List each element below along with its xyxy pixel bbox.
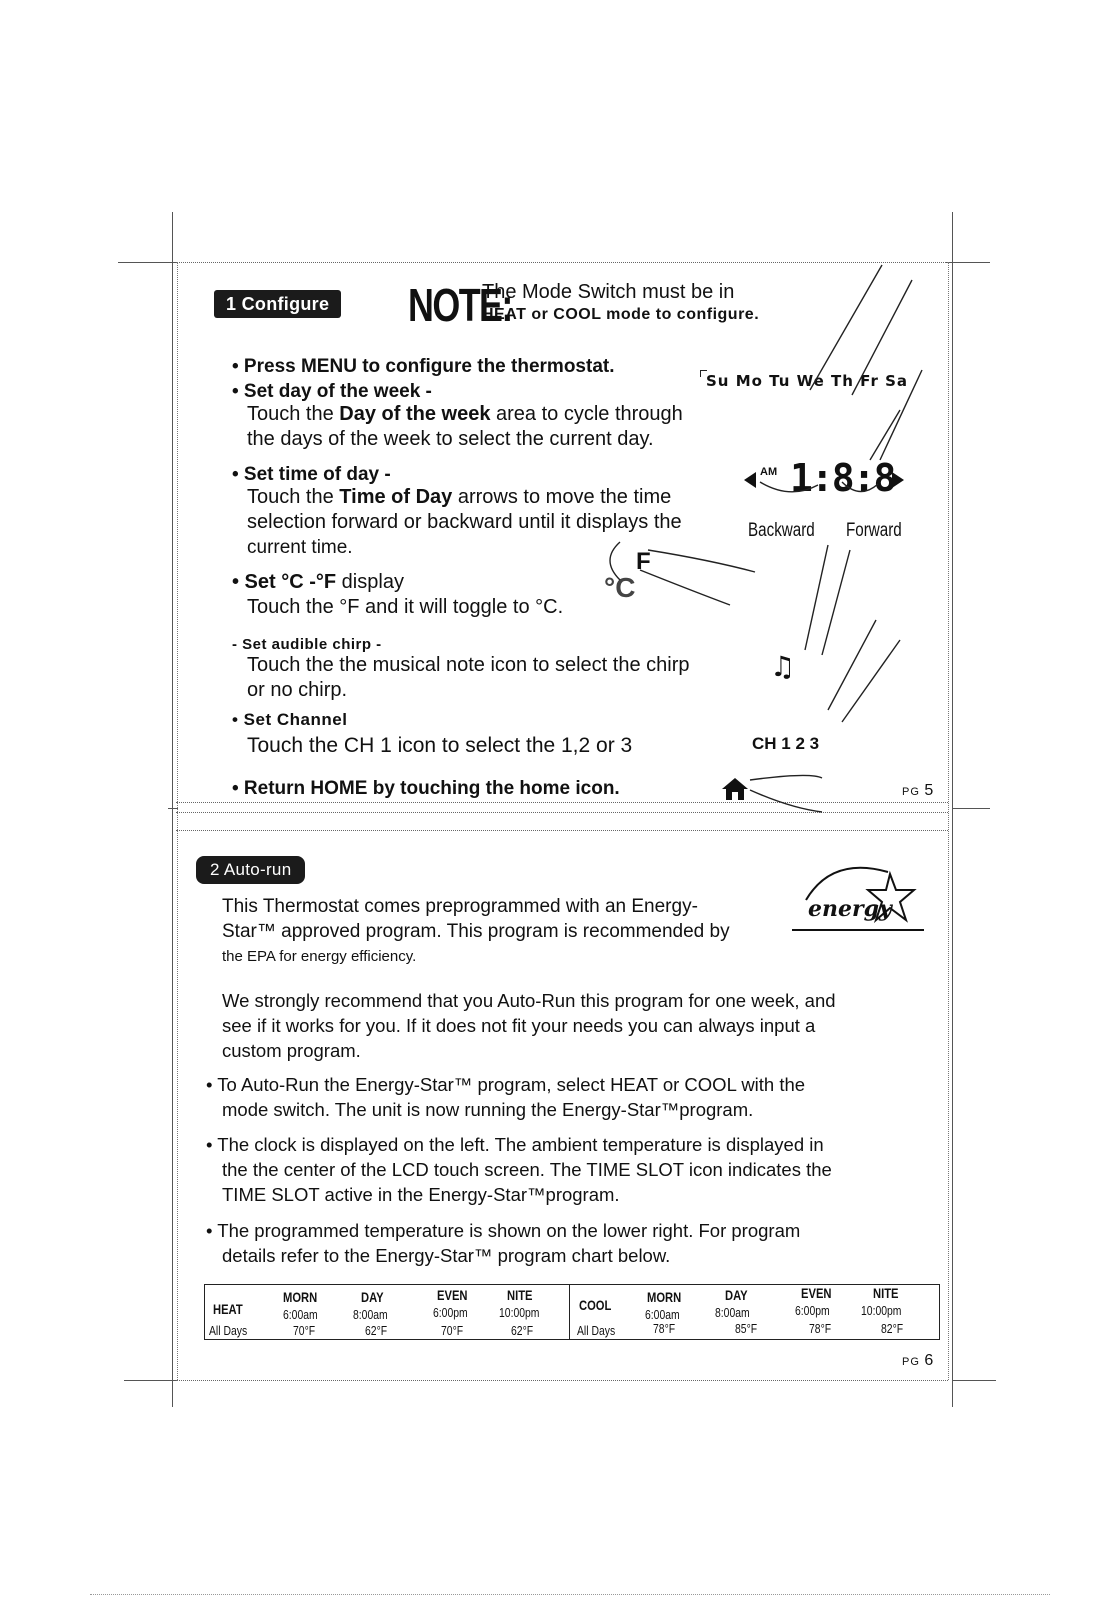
lcd-am-label: AM (760, 466, 778, 478)
bullet-auto-run-2: mode switch. The unit is now running the Energy-Star™program. (222, 1099, 754, 1120)
lcd-day-of-week: Su Mo Tu We Th Fr Sa (706, 372, 909, 390)
note-line-2: HEAT or COOL mode to configure. (482, 306, 760, 323)
cool-slot-temp: 78°F (653, 1321, 676, 1336)
time-text-bold: Time of Day (339, 486, 453, 508)
cool-slot-name: MORN (647, 1289, 682, 1305)
lcd-fahrenheit[interactable]: F (636, 548, 651, 575)
time-instructions-3: current time. (247, 537, 353, 558)
configure-badge: 1 Configure (214, 290, 341, 318)
cool-slot-time: 10:00pm (861, 1303, 902, 1318)
chirp-instructions-2: or no chirp. (247, 679, 348, 701)
heat-days: All Days (209, 1323, 248, 1338)
heat-slot-name: DAY (361, 1289, 384, 1305)
page-prefix: PG (902, 786, 920, 798)
bullet-programmed-2: details refer to the Energy-Star™ program chart below. (222, 1245, 671, 1266)
cool-days: All Days (577, 1323, 616, 1338)
heat-slot-name: NITE (507, 1287, 533, 1303)
bullet-press-menu: • Press MENU to configure the thermostat. (232, 356, 615, 377)
crop-mark (952, 808, 990, 809)
bullet-clock-2: the the center of the LCD touch screen. The TIME SLOT icon indicates the (222, 1159, 832, 1180)
recommend-line-3: custom program. (222, 1040, 361, 1061)
cool-slot-temp: 78°F (809, 1321, 832, 1336)
guide-line (948, 262, 949, 1380)
cool-slot-temp: 85°F (735, 1321, 758, 1336)
crop-mark (172, 212, 173, 1407)
bullet-programmed-1: • The programmed temperature is shown on the lower right. For program (206, 1220, 801, 1241)
intro-line-1: This Thermostat comes preprogrammed with an Energy- (222, 896, 698, 917)
cool-slot-temp: 82°F (881, 1321, 904, 1336)
bullet-set-cf (232, 570, 404, 595)
cool-slot-name: DAY (725, 1287, 748, 1303)
recommend-line-1: We strongly recommend that you Auto-Run this program for one week, and (222, 990, 836, 1011)
page-number-6 (902, 1352, 933, 1370)
heat-slot-temp: 70°F (441, 1323, 464, 1338)
day-instructions-2: the days of the week to select the current day. (247, 428, 654, 450)
bullet-set-day: • Set day of the week - (232, 381, 432, 402)
crop-mark (952, 212, 953, 1407)
heat-slot-time: 10:00pm (499, 1305, 540, 1320)
guide-line (176, 1380, 948, 1381)
lcd-time-display: 1:8:8 (790, 456, 895, 500)
cool-slot-time: 6:00pm (795, 1303, 830, 1318)
energy-star-logo (792, 860, 924, 940)
illustration-pointer-lines (560, 260, 940, 820)
musical-note-icon[interactable]: ♫ (770, 650, 796, 683)
heat-slot-temp: 70°F (293, 1323, 316, 1338)
recommend-line-2: see if it works for you. If it does not fit your needs you can always input a (222, 1015, 816, 1036)
day-text-post: area to cycle through (490, 403, 683, 425)
page-num: 5 (924, 782, 934, 799)
cool-slot-name: NITE (873, 1285, 899, 1301)
chirp-instructions-1: Touch the the musical note icon to select the chirp (247, 654, 690, 676)
page-num: 6 (924, 1352, 934, 1369)
guide-line (90, 1594, 1050, 1595)
guide-line (176, 830, 948, 831)
cf-label-bold: • Set °C -°F (232, 571, 337, 593)
bullet-set-channel: • Set Channel (232, 710, 348, 729)
page-prefix: PG (902, 1356, 920, 1368)
auto-run-badge: 2 Auto-run (196, 856, 305, 884)
intro-line-3: the EPA for energy efficiency. (222, 948, 417, 965)
bullet-set-chirp: - Set audible chirp - (232, 636, 382, 653)
channel-instructions: Touch the CH 1 icon to select the 1,2 or 3 (247, 734, 633, 757)
heat-slot-temp: 62°F (511, 1323, 534, 1338)
bullet-clock-3: TIME SLOT active in the Energy-Star™program. (222, 1184, 620, 1205)
cool-slot-time: 6:00am (645, 1307, 680, 1322)
forward-label: Forward (846, 520, 902, 541)
heat-slot-name: MORN (283, 1289, 318, 1305)
lcd-channel[interactable]: CH 1 2 3 (752, 734, 820, 753)
day-text-pre: Touch the (247, 403, 340, 425)
crop-mark (124, 1380, 178, 1381)
crop-mark (118, 262, 178, 263)
energy-logo-text: energy (808, 896, 892, 922)
page-number-5 (902, 782, 933, 800)
chart-divider (569, 1285, 570, 1339)
cool-slot-time: 8:00am (715, 1305, 750, 1320)
heat-slot-time: 6:00pm (433, 1305, 468, 1320)
cool-mode: COOL (579, 1297, 612, 1313)
note-line-1: The Mode Switch must be in (482, 281, 735, 303)
bullet-set-time: • Set time of day - (232, 464, 391, 485)
intro-line-2: Star™ approved program. This program is recommended by (222, 921, 730, 942)
lcd-celsius[interactable]: °C (604, 572, 636, 603)
bullet-auto-run-1: • To Auto-Run the Energy-Star™ program, select HEAT or COOL with the (206, 1074, 806, 1095)
time-text-pre: Touch the (247, 486, 340, 508)
crop-mark (952, 1380, 996, 1381)
cf-label-post: display (336, 571, 404, 593)
note-label: NOTE: (408, 279, 512, 331)
crop-mark (946, 262, 990, 263)
heat-slot-name: EVEN (437, 1287, 468, 1303)
heat-mode: HEAT (213, 1301, 243, 1317)
cool-slot-name: EVEN (801, 1285, 832, 1301)
heat-slot-time: 8:00am (353, 1307, 388, 1322)
guide-line (177, 262, 178, 1380)
day-text-bold: Day of the week (339, 403, 491, 425)
time-instructions-2: selection forward or backward until it displays the (247, 511, 682, 533)
heat-slot-temp: 62°F (365, 1323, 388, 1338)
cf-instructions: Touch the °F and it will toggle to °C. (247, 596, 564, 618)
program-chart (204, 1284, 940, 1340)
backward-label: Backward (748, 520, 815, 541)
bullet-return-home: • Return HOME by touching the home icon. (232, 778, 620, 799)
heat-slot-time: 6:00am (283, 1307, 318, 1322)
time-text-post: arrows to move the time (452, 486, 672, 508)
bullet-clock-1: • The clock is displayed on the left. The ambient temperature is displayed in (206, 1134, 824, 1155)
